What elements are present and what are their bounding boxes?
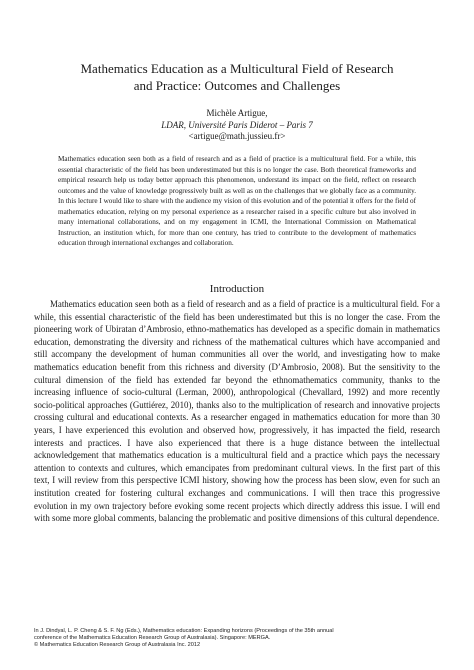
paper-title: Mathematics Education as a Multicultural Field of Research and Practice: Outcomes and Challenges (80, 61, 394, 93)
footer-line: conference of the Mathematics Education Research Group of Australasia). Singapore: MERGA. (34, 635, 271, 641)
footer-line: In J. Dindyal, L. P. Cheng & S. F. Ng (Eds.), Mathematics education: Expanding horizons (Proceedings of the 35th annual (34, 628, 334, 634)
introduction-paragraph: Mathematics education seen both as a field of research and as a field of practice is a multicultural field. For a while, this essential characteristic of the field has been underestimated but this is no longer the case. From the pioneering work of Ubiratan d’Ambrosio, ethno-mathematics has developed as a specific domain in mathematics education, demonstrating the diversity and richness of the mathematical cultures which have accompanied and still accompany the development of human communities all over the world, and investigating how to make mathematics education benefit from this richness and diversity (D’Ambrosio, 2008). But the sensitivity to the cultural dimension of the field has extended far beyond the ethnomathematics community, thanks to the increasing influence of socio-cultural (Lerman, 2000), anthropological (Chevallard, 1992) and more recently socio-political approaches (Guttiérez, 2010), thanks also to the multiplication of research and innovative projects crossing cultural and educational contexts. As a researcher engaged in mathematics education for more than 30 years, I have experienced this evolution and observed how, progressively, it has impacted the field, research interests and practices. I have also experienced that there is a huge distance between the intellectual acknowledgement that mathematics education is a multicultural field and a practice which pays the necessary attention to contexts and cultures, which emancipates from predominant cultural views. In the first part of this text, I will review from this perspective ICMI history, showing how the process has been slow, even for such an institution created for fostering cultural exchanges and communications. I will then trace this progressive evolution in my own trajectory before evoking some recent projects which directly address this issue. I will end with some more global comments, balancing the problematic and positive dimensions of this cultural dependence. (34, 299, 440, 524)
author-email: <artigue@math.jussieu.fr> (188, 131, 286, 141)
author-name: Michèle Artigue, (206, 108, 268, 118)
citation-footer (34, 628, 454, 649)
author-block (0, 108, 474, 143)
footer-copyright: © Mathematics Education Research Group of Australasia Inc. 2012 (34, 642, 201, 648)
section-heading-introduction: Introduction (209, 283, 265, 295)
abstract: Mathematics education seen both as a field of research and as a field of practice is a multicultural field. For a while, this essential characteristic of the field has been underestimated but this is no longer the case. Both theoretical frameworks and empirical research help us today better approach this phenomenon, understand its impact on the field, reflect on research outcomes and the value of knowledge progressively built as well as on the challenges that we globally face as a community. In this lecture I would like to share with the audience my vision of this evolution and of the potential it offers for the field of mathematics education, relying on my personal experience as a researcher raised in a specific culture but also involved in many international collaborations, and on my engagement in ICMI, the International Commission on Mathematical Instruction, an institution which, for more than one century, has tried to contribute to the development of mathematics education through international exchanges and collaboration. (58, 155, 416, 247)
author-affiliation: LDAR, Université Paris Diderot – Paris 7 (161, 119, 313, 130)
